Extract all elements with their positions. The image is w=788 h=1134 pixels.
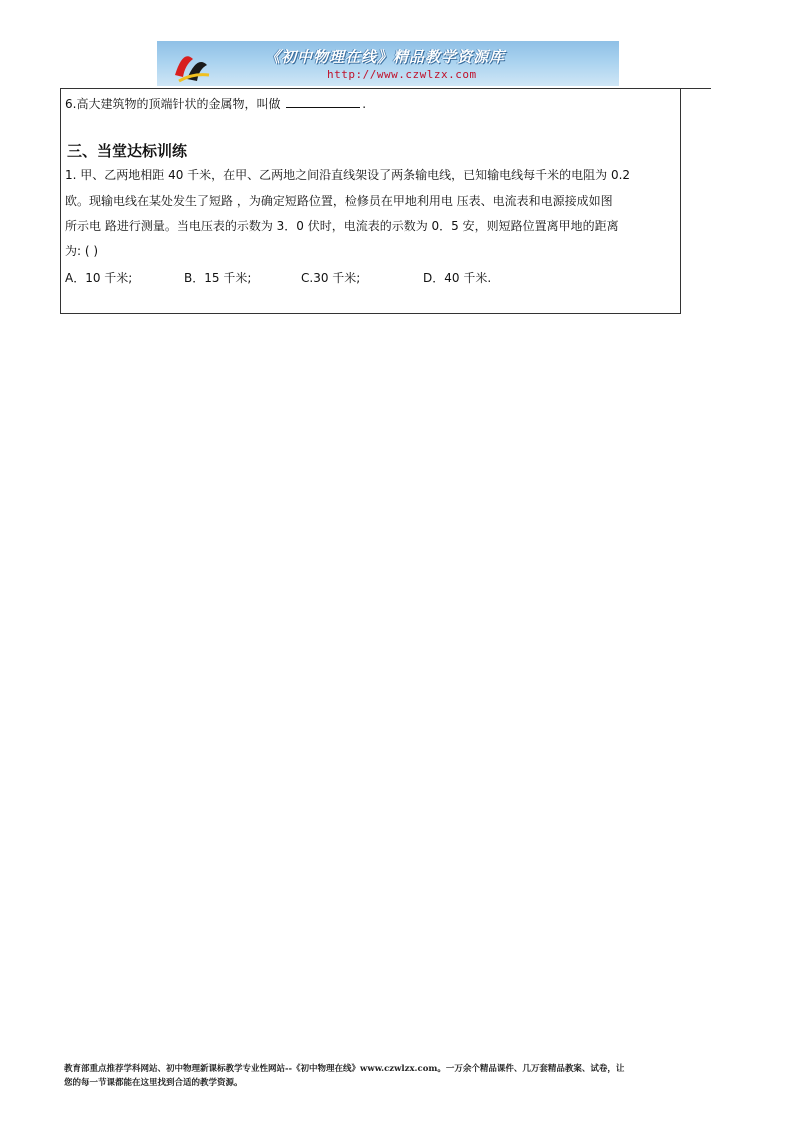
answer-blank xyxy=(286,95,360,108)
footer-line-2: 您的每一节课都能在这里找到合适的教学资源。 xyxy=(64,1078,243,1088)
banner-title: 《初中物理在线》精品教学资源库 xyxy=(265,48,506,66)
question-1-line-3: 所示电 路进行测量。当电压表的示数为 3．0 伏时，电流表的示数为 0．5 安，则短路位置离甲地的距离 xyxy=(65,219,619,233)
option-c: C.30 千米; xyxy=(301,271,361,285)
question-6-text: 6.高大建筑物的顶端针状的金属物，叫做 xyxy=(65,97,281,111)
option-d: D．40 千米. xyxy=(423,271,492,285)
option-b: B．15 千米; xyxy=(184,271,252,285)
content-frame xyxy=(60,89,681,314)
footer-line-1: 教育部重点推荐学科网站、初中物理新课标教学专业性网站--《初中物理在线》www.czwlzx.com。一万余个精品课件、几万套精品教案、试卷，让 xyxy=(64,1064,625,1074)
site-logo xyxy=(171,45,211,83)
option-a: A．10 千米; xyxy=(65,271,133,285)
section-title: 三、当堂达标训练 xyxy=(67,142,188,160)
header-banner xyxy=(157,41,619,86)
question-6 xyxy=(65,95,366,112)
banner-url[interactable]: http://www.czwlzx.com xyxy=(327,68,477,81)
question-1-line-2: 欧。现输电线在某处发生了短路 ，为确定短路位置，检修员在甲地利用电 压表、电流表和电源接成如图 xyxy=(65,194,613,208)
question-1-line-4: 为: ( ) xyxy=(65,244,99,258)
question-1-line-1: 1. 甲、乙两地相距 40 千米，在甲、乙两地之间沿直线架设了两条输电线，已知输电线每千米的电阻为 0.2 xyxy=(65,168,631,182)
question-6-tail: . xyxy=(362,97,367,111)
